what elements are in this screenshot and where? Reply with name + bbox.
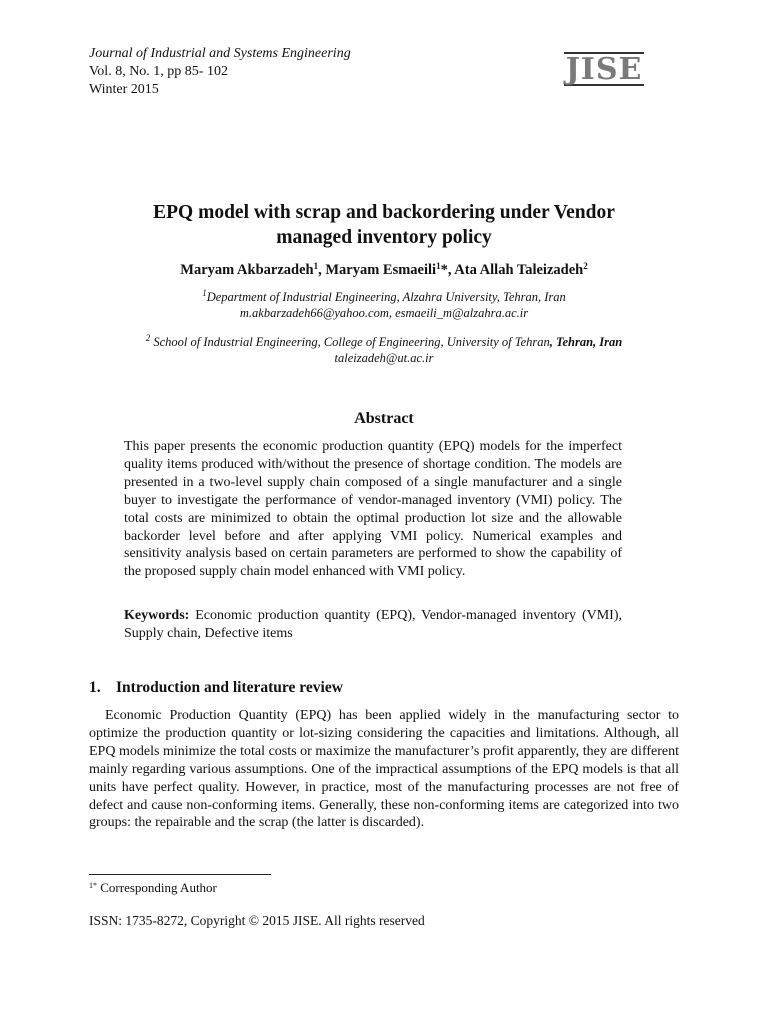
title-line-1: EPQ model with scrap and backordering under Vendor <box>153 202 615 223</box>
footnote-text: Corresponding Author <box>97 880 217 895</box>
section-number: 1. <box>89 679 101 696</box>
author-name: Ata Allah Taleizadeh <box>454 262 584 278</box>
journal-season: Winter 2015 <box>89 82 159 97</box>
section-heading <box>89 679 343 697</box>
section-title: Introduction and literature review <box>116 679 343 696</box>
abstract-heading: Abstract <box>354 410 414 427</box>
author-separator: , <box>318 262 326 278</box>
author-name: Maryam Akbarzadeh <box>180 262 314 278</box>
corresponding-mark: * <box>440 262 448 278</box>
footnote-divider <box>89 874 271 875</box>
journal-header <box>89 45 351 99</box>
author-separator: , <box>447 262 455 278</box>
author-affil-sup: 1 <box>436 261 441 271</box>
body-paragraph: Economic Production Quantity (EPQ) has been applied widely in the manufacturing sector to optimize the production quantity or lot-sizing considering the capacities and limitations. Although, all EPQ models minimize the total costs or maximize the manufacturer’s profit apparently, they are different mainly regarding various assumptions. One of the impractical assumptions of the EPQ models is that all units have perfect quality. However, in practice, most of the manufacturing processes are not free of defect and cause non-conforming items. Generally, these non-conforming items are categorized into two groups: the repairable and the scrap (the latter is discarded). <box>89 708 679 831</box>
jise-logo: JISE <box>565 51 643 87</box>
copyright-line: ISSN: 1735-8272, Copyright © 2015 JISE. All rights reserved <box>89 913 425 928</box>
affil-email: taleizadeh@ut.ac.ir <box>334 351 434 365</box>
footnote-mark: 1* <box>89 881 97 890</box>
paper-title <box>100 200 668 250</box>
abstract-text: This paper presents the economic production quantity (EPQ) models for the imperfect quality items produced with/without the presence of shortage condition. The models are presented in a two-level supply chain composed of a single manufacturer and a single buyer to investigate the performance of vendor-managed inventory (VMI) policy. The total costs are minimized to obtain the optimal production lot size and the allowable backorder level before and after applying VMI policy. Numerical examples and sensitivity analysis based on certain parameters are performed to show the capability of the proposed supply chain model enhanced with VMI policy. <box>124 439 622 580</box>
author-affil-sup: 2 <box>583 261 588 271</box>
keywords-label: Keywords: <box>124 608 190 623</box>
affil-emails: m.akbarzadeh66@yahoo.com, esmaeili_m@alzahra.ac.ir <box>239 306 529 320</box>
journal-name: Journal of Industrial and Systems Engineering <box>89 46 351 61</box>
journal-volume: Vol. 8, No. 1, pp 85- 102 <box>89 64 228 79</box>
affiliation-1 <box>84 289 684 321</box>
title-line-2: managed inventory policy <box>276 227 492 248</box>
keywords <box>124 607 622 643</box>
affil-sup: 2 <box>145 333 151 343</box>
footnote <box>89 880 217 896</box>
affil-sup: 1 <box>202 288 207 298</box>
affil-institution: School of Industrial Engineering, College of Engineering, University of Tehran <box>150 335 550 349</box>
author-name: Maryam Esmaeili <box>325 262 437 278</box>
affiliation-2 <box>84 334 684 366</box>
author-list <box>84 261 684 279</box>
affil-institution: Department of Industrial Engineering, Alzahra University, Tehran, Iran <box>206 290 566 304</box>
author-affil-sup: 1 <box>313 261 319 271</box>
affil-location: , Tehran, Iran <box>549 335 623 349</box>
keywords-text: Economic production quantity (EPQ), Vendor-managed inventory (VMI), Supply chain, Defective items <box>124 608 622 641</box>
